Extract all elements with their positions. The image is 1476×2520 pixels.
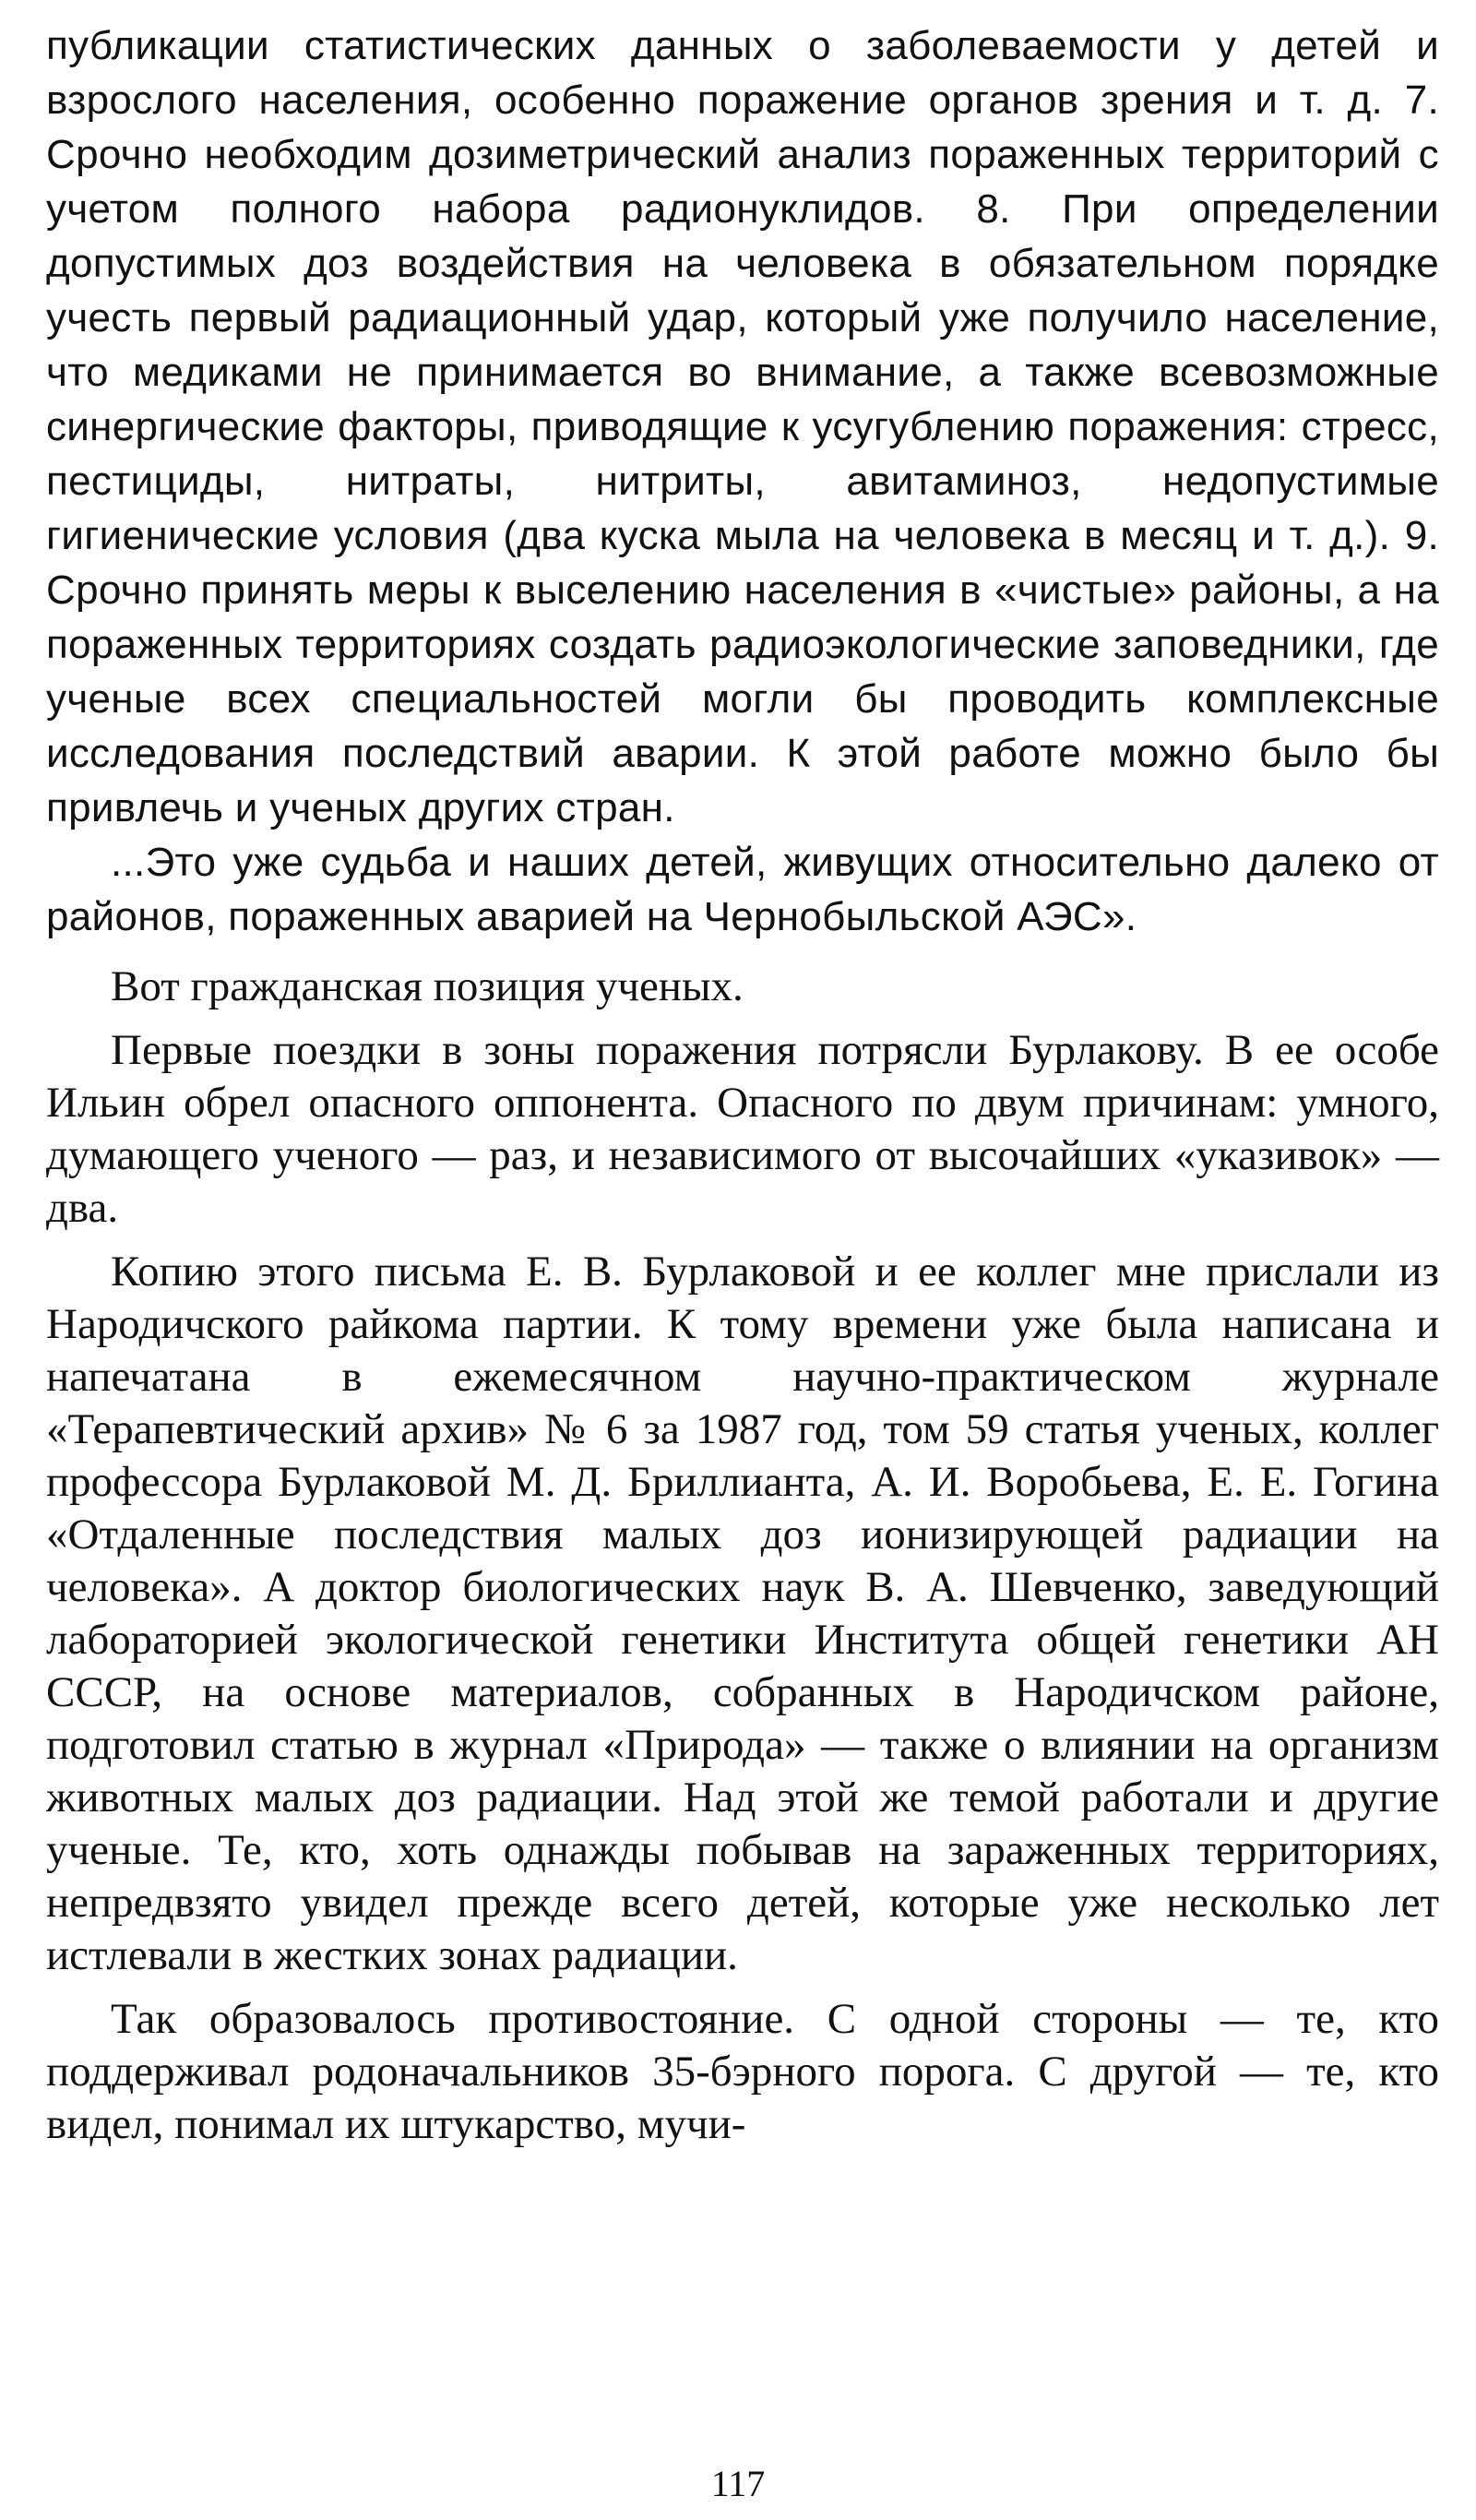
paragraph: Копию этого письма Е. В. Бурлаковой и ее коллег мне прислали из Народичского райкома партии. К тому времени уже была написана и напечатана в ежемесячном научно-практическом журнале «Терапевтический архив» № 6 за 1987 год, том 59 статья ученых, коллег профессора Бурлаковой М. Д. Бриллианта, А. И. Воробьева, Е. Е. Гогина «Отдаленные последствия малых доз ионизирующей радиации на человека». А доктор биологических наук В. А. Шевченко, заведующий лабораторией экологической генетики Института общей генетики АН СССР, на основе материалов, собранных в Народичском районе, подготовил статью в журнал «Природа» — также о влиянии на организм животных малых доз радиации. Над этой же темой работали и другие ученые. Те, кто, хоть однажды побывав на зараженных территориях, непредвзято увидел прежде всего детей, которые уже несколько лет истлевали в жестких зонах радиации. [46, 1248, 1439, 1979]
narrative-text [46, 961, 1439, 2151]
quoted-letter [46, 18, 1439, 944]
paragraph: Первые поездки в зоны поражения потрясли Бурлакову. В ее особе Ильин обрел опасного оппонента. Опасного по двум причинам: умного, думающего ученого — раз, и независимого от высочайших «указивок» — два. [46, 1026, 1439, 1232]
quote-continuation: публикации статистических данных о заболеваемости у детей и взрослого населения, особенно поражение органов зрения и т. д. 7. Срочно необходим дозиметрический анализ пораженных территорий с учетом полного набора радионуклидов. 8. При определении допустимых доз воздействия на человека в обязательном порядке учесть первый радиационный удар, который уже получило население, что медиками не принимается во внимание, а также всевозможные синергические факторы, приводящие к усугублению поражения: стресс, пестициды, нитраты, нитриты, авитаминоз, недопустимые гигиенические условия (два куска мыла на человека в месяц и т. д.). 9. Срочно принять меры к выселению населения в «чистые» районы, а на пораженных территориях создать радиоэкологические заповедники, где ученые всех специальностей могли бы проводить комплексные исследования последствий аварии. К этой работе можно было бы привлечь и ученых других стран. [46, 23, 1439, 830]
paragraph: Вот гражданская позиция ученых. [111, 962, 744, 1010]
quote-closing: ...Это уже судьба и наших детей, живущих относительно далеко от районов, пораженных аварией на Чернобыльской АЭС». [46, 840, 1439, 939]
page-body [46, 18, 1439, 2162]
page-number: 117 [710, 2463, 766, 2504]
paragraph: Так образовалось противостояние. С одной стороны — те, кто поддерживал родоначальников 35-бэрного порога. С другой — те, кто видел, понимал их штукарство, мучи- [46, 1995, 1439, 2148]
